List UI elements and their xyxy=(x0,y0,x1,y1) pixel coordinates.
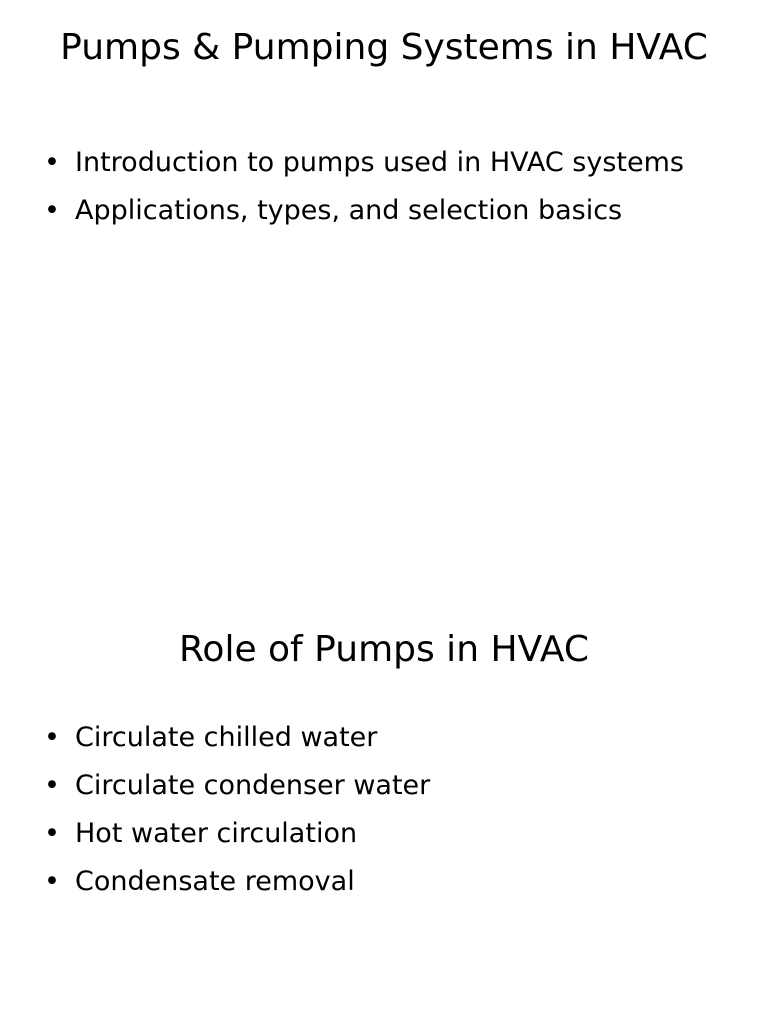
bullet-item xyxy=(44,858,744,906)
bullet-text: Circulate condenser water xyxy=(75,770,431,801)
bullet-item xyxy=(44,139,744,187)
slide-title: Role of Pumps in HVAC xyxy=(179,629,589,670)
bullet-dot-icon: • xyxy=(44,147,60,178)
bullet-dot-icon: • xyxy=(44,722,60,753)
bullet-item xyxy=(44,714,744,762)
bullet-text: Condensate removal xyxy=(75,866,355,897)
bullet-text: Circulate chilled water xyxy=(75,722,378,753)
slide-2 xyxy=(0,512,768,1024)
bullet-item xyxy=(44,187,744,235)
bullet-dot-icon: • xyxy=(44,818,60,849)
bullet-item xyxy=(44,810,744,858)
bullet-list xyxy=(44,139,744,235)
bullet-dot-icon: • xyxy=(44,770,60,801)
bullet-list xyxy=(44,714,744,906)
bullet-text: Hot water circulation xyxy=(75,818,358,849)
bullet-dot-icon: • xyxy=(44,195,60,226)
slide-title: Pumps & Pumping Systems in HVAC xyxy=(60,27,708,68)
bullet-text: Introduction to pumps used in HVAC systems xyxy=(75,147,684,178)
bullet-text: Applications, types, and selection basics xyxy=(75,195,623,226)
bullet-item xyxy=(44,762,744,810)
bullet-dot-icon: • xyxy=(44,866,60,897)
